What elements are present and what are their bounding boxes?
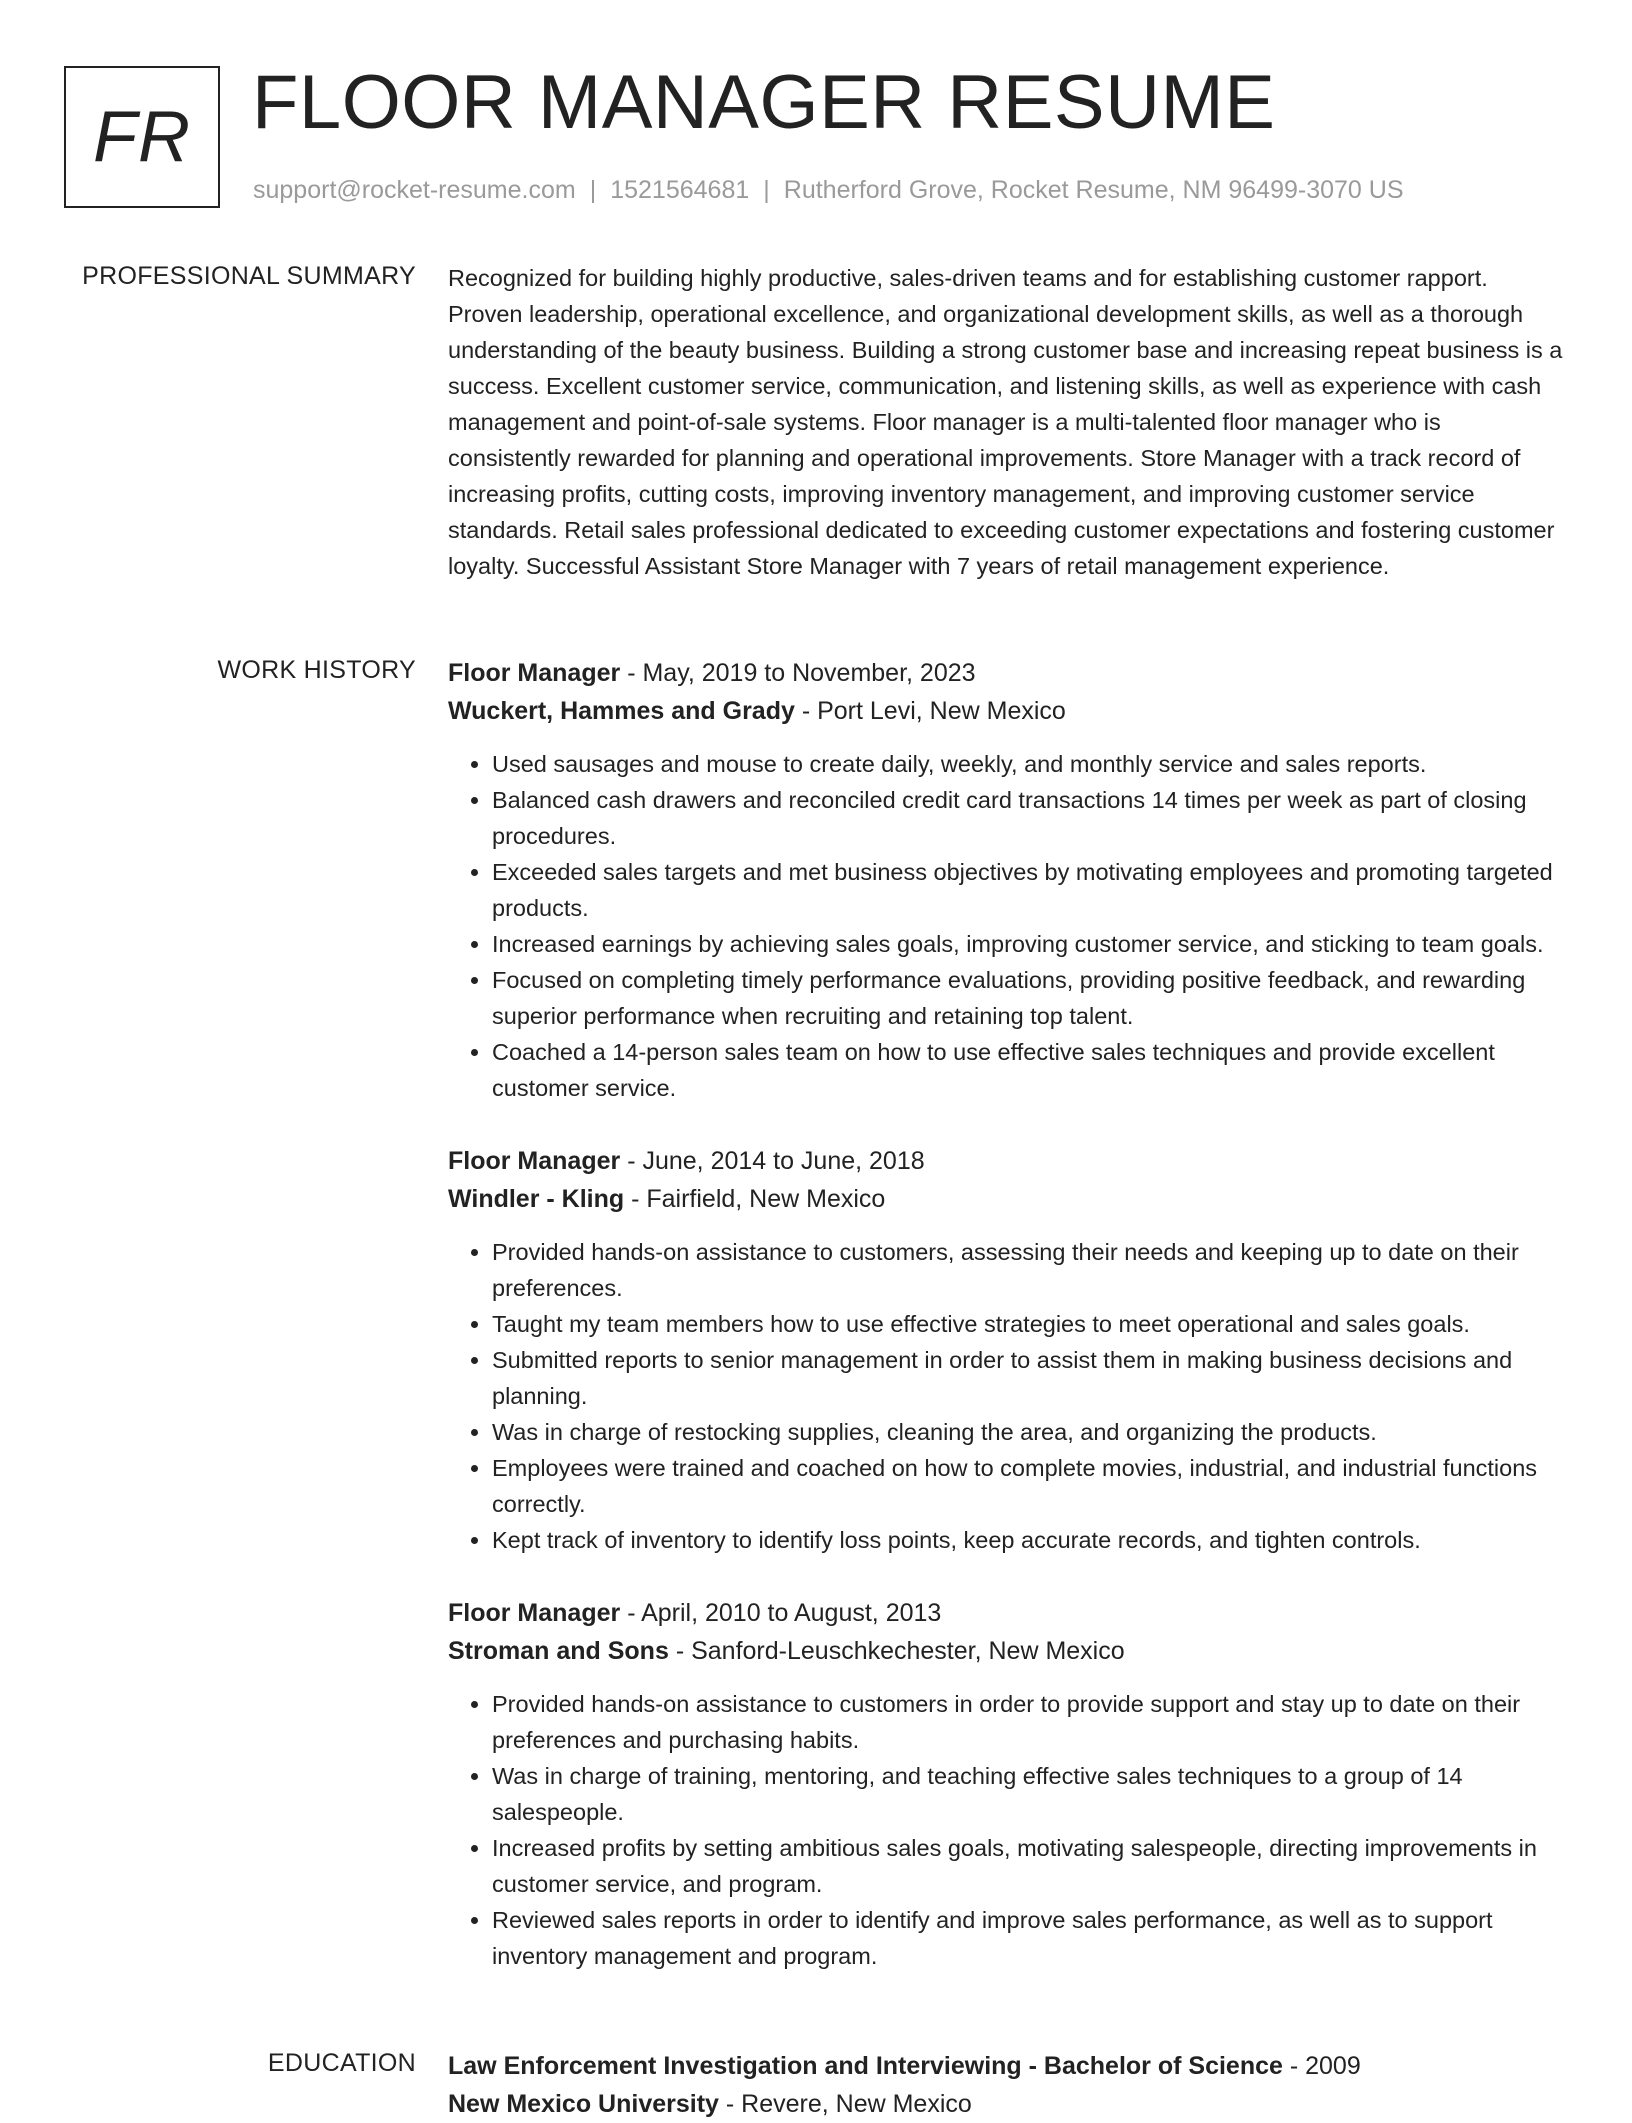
job-company-line: [448, 1632, 1566, 1670]
job-bullet: • Balanced cash drawers and reconciled credit card transactions 14 times per week as part of closing procedures.: [492, 782, 1566, 854]
contact-separator: |: [763, 176, 770, 204]
job-title-line: [448, 1142, 1566, 1180]
job-bullet: • Employees were trained and coached on how to complete movies, industrial, and industrial functions correctly.: [492, 1450, 1566, 1522]
job-company-line: [448, 692, 1566, 730]
work-history-body: [448, 654, 1566, 2010]
education-location: - Revere, New Mexico: [718, 2090, 972, 2118]
job-bullet-list: [448, 1686, 1566, 1974]
job-company: Stroman and Sons: [448, 1637, 669, 1665]
summary-text: Recognized for building highly productive, sales-driven teams and for establishing customer rapport. Proven leadership, operational excellence, and organizational development skills, as well as a thorough understanding of the beauty business. Building a strong customer base and increasing repeat business is a success. Excellent customer service, communication, and listening skills, as well as experience with cash management and point-of-sale systems. Floor manager is a multi-talented floor manager who is consistently rewarded for planning and operational improvements. Store Manager with a track record of increasing profits, cutting costs, improving inventory management, and improving customer service standards. Retail sales professional dedicated to exceeding customer expectations and fostering customer loyalty. Successful Assistant Store Manager with 7 years of retail management experience.: [448, 265, 1563, 579]
monogram-badge: [64, 66, 220, 208]
job-company: Windler - Kling: [448, 1185, 625, 1213]
job-bullet: • Used sausages and mouse to create daily, weekly, and monthly service and sales reports.: [492, 746, 1566, 782]
education-school-line: [448, 2085, 1566, 2123]
job-dates: - April, 2010 to August, 2013: [620, 1599, 942, 1627]
education-heading: EDUCATION: [267, 2049, 416, 2077]
job-location: - Fairfield, New Mexico: [624, 1185, 886, 1213]
job-bullet: • Increased earnings by achieving sales goals, improving customer service, and sticking to team goals.: [492, 926, 1566, 962]
job-title-line: [448, 1594, 1566, 1632]
job-entry: [448, 654, 1566, 1106]
contact-email[interactable]: support@rocket-resume.com: [253, 176, 576, 204]
job-bullet: • Was in charge of training, mentoring, and teaching effective sales techniques to a group of 14 salespeople.: [492, 1758, 1566, 1830]
job-company: Wuckert, Hammes and Grady: [448, 697, 795, 725]
job-bullet: • Kept track of inventory to identify loss points, keep accurate records, and tighten controls.: [492, 1522, 1566, 1558]
job-bullet: • Coached a 14-person sales team on how to use effective sales techniques and provide excellent customer service.: [492, 1034, 1566, 1106]
job-bullet-list: [448, 746, 1566, 1106]
job-company-line: [448, 1180, 1566, 1218]
summary-heading: PROFESSIONAL SUMMARY: [82, 262, 416, 290]
contact-line: [253, 176, 1404, 205]
job-bullet: • Provided hands-on assistance to customers, assessing their needs and keeping up to date on their preferences.: [492, 1234, 1566, 1306]
job-entry: [448, 1594, 1566, 1974]
contact-address: Rutherford Grove, Rocket Resume, NM 96499-3070 US: [783, 176, 1404, 204]
job-title: Floor Manager: [448, 1599, 621, 1627]
job-title: Floor Manager: [448, 1147, 621, 1175]
resume-title: FLOOR MANAGER RESUME: [252, 60, 1276, 145]
job-title: Floor Manager: [448, 659, 621, 687]
job-bullet: • Exceeded sales targets and met business objectives by motivating employees and promoting targeted products.: [492, 854, 1566, 926]
job-bullet: • Focused on completing timely performance evaluations, providing positive feedback, and rewarding superior performance when recruiting and retaining top talent.: [492, 962, 1566, 1034]
work-history-heading: WORK HISTORY: [217, 656, 416, 684]
job-entry: [448, 1142, 1566, 1558]
job-location: - Sanford-Leuschkechester, New Mexico: [668, 1637, 1125, 1665]
job-title-line: [448, 654, 1566, 692]
job-bullet-list: [448, 1234, 1566, 1558]
education-degree-line: [448, 2047, 1566, 2085]
job-location: - Port Levi, New Mexico: [794, 697, 1066, 725]
monogram-text: FR: [93, 97, 191, 177]
job-bullet: • Submitted reports to senior management in order to assist them in making business decisions and planning.: [492, 1342, 1566, 1414]
contact-separator: |: [589, 176, 597, 204]
education-year: - 2009: [1282, 2052, 1361, 2080]
job-bullet: • Increased profits by setting ambitious sales goals, motivating salespeople, directing improvements in customer service, and program.: [492, 1830, 1566, 1902]
education-degree: Law Enforcement Investigation and Interviewing - Bachelor of Science: [448, 2052, 1283, 2080]
education-school: New Mexico University: [448, 2090, 719, 2118]
job-dates: - June, 2014 to June, 2018: [620, 1147, 925, 1175]
job-bullet: • Provided hands-on assistance to customers in order to provide support and stay up to date on their preferences and purchasing habits.: [492, 1686, 1566, 1758]
job-bullet: • Taught my team members how to use effective strategies to meet operational and sales goals.: [492, 1306, 1566, 1342]
job-bullet: • Reviewed sales reports in order to identify and improve sales performance, as well as to support inventory management and program.: [492, 1902, 1566, 1974]
job-bullet: • Was in charge of restocking supplies, cleaning the area, and organizing the products.: [492, 1414, 1566, 1450]
summary-body: [448, 260, 1566, 584]
job-dates: - May, 2019 to November, 2023: [620, 659, 976, 687]
contact-phone[interactable]: 1521564681: [610, 176, 750, 204]
